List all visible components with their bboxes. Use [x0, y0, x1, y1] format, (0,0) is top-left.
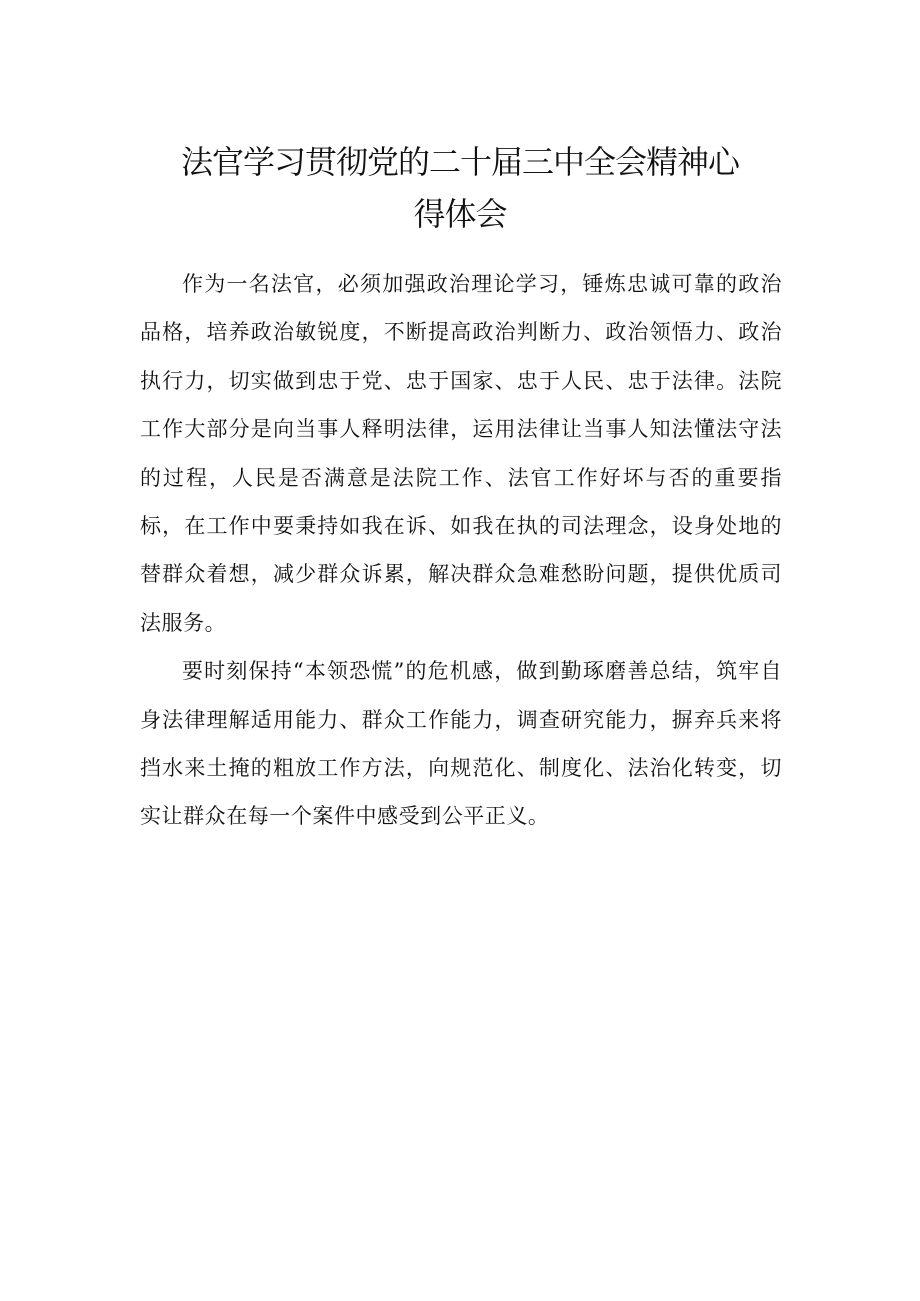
- paragraph-1: 作为一名法官，必须加强政治理论学习，锤炼忠诚可靠的政治品格，培养政治敏锐度，不断提高政治判断力、政治领悟力、政治执行力，切实做到忠于党、忠于国家、忠于人民、忠于法律。法院工作大部分是向当事人释明法律，运用法律让当事人知法懂法守法的过程，人民是否满意是法院工作、法官工作好坏与否的重要指标，在工作中要秉持如我在诉、如我在执的司法理念，设身处地的替群众着想，减少群众诉累，解决群众急难愁盼问题，提供优质司法服务。: [140, 272, 782, 635]
- title-line-1: 法官学习贯彻党的二十届三中全会精神心: [180, 143, 739, 181]
- title-line-2: 得体会: [413, 195, 507, 233]
- document-body: [140, 260, 782, 841]
- paragraph-2: 要时刻保持“本领恐慌”的危机感，做到勤琢磨善总结，筑牢自身法律理解适用能力、群众工作能力，调查研究能力，摒弃兵来将挡水来土掩的粗放工作方法，向规范化、制度化、法治化转变，切实让群众在每一个案件中感受到公平正义。: [140, 659, 782, 829]
- document-title: [140, 136, 780, 240]
